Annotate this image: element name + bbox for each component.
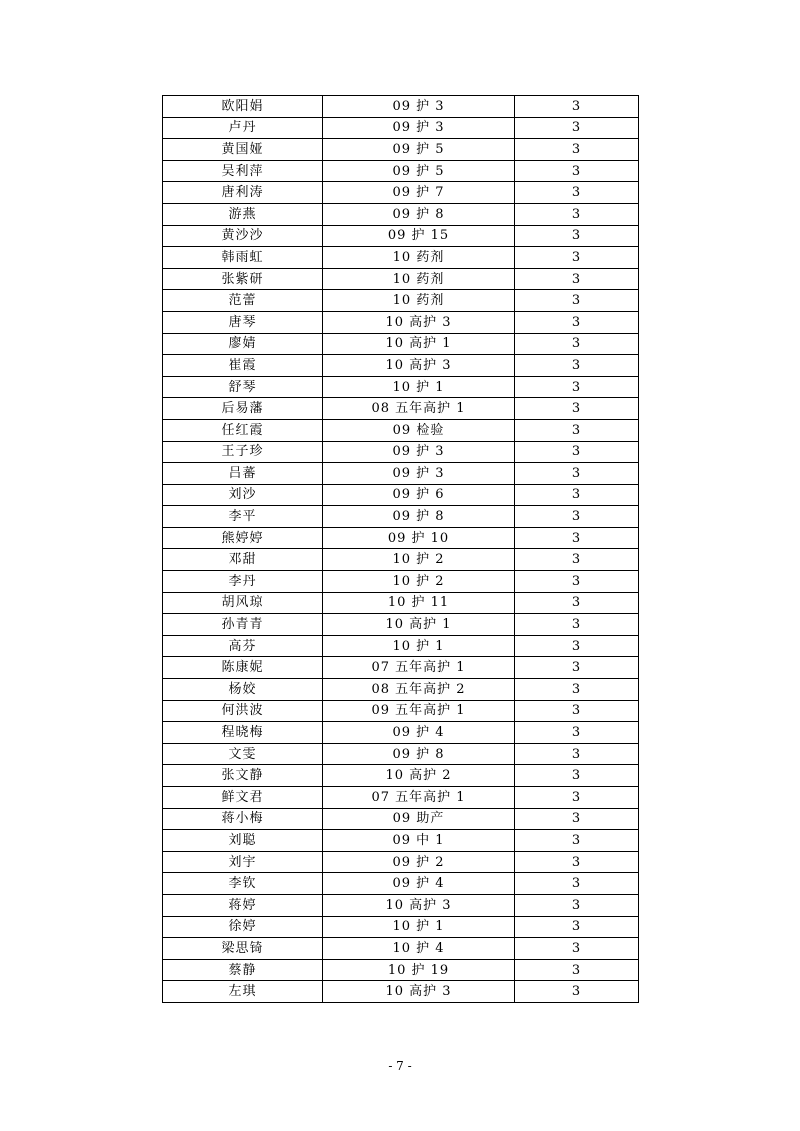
student-name-cell: 刘沙 bbox=[163, 484, 323, 506]
student-name-cell: 游燕 bbox=[163, 203, 323, 225]
student-name-cell: 梁思锜 bbox=[163, 938, 323, 960]
table-row bbox=[163, 376, 639, 398]
table-row bbox=[163, 398, 639, 420]
score-cell: 3 bbox=[515, 419, 639, 441]
score-cell: 3 bbox=[515, 894, 639, 916]
table-row bbox=[163, 463, 639, 485]
class-name-cell: 07 五年高护 1 bbox=[323, 657, 515, 679]
table-row bbox=[163, 592, 639, 614]
table-row bbox=[163, 808, 639, 830]
table-row bbox=[163, 160, 639, 182]
student-name-cell: 舒琴 bbox=[163, 376, 323, 398]
table-row bbox=[163, 916, 639, 938]
table-row bbox=[163, 938, 639, 960]
table-row bbox=[163, 484, 639, 506]
student-name-cell: 熊婷婷 bbox=[163, 527, 323, 549]
class-name-cell: 10 高护 1 bbox=[323, 333, 515, 355]
table-row bbox=[163, 117, 639, 139]
student-name-cell: 左琪 bbox=[163, 981, 323, 1003]
score-cell: 3 bbox=[515, 873, 639, 895]
table-row bbox=[163, 571, 639, 593]
table-row bbox=[163, 268, 639, 290]
class-name-cell: 09 护 3 bbox=[323, 96, 515, 118]
student-name-cell: 张文静 bbox=[163, 765, 323, 787]
score-cell: 3 bbox=[515, 160, 639, 182]
class-name-cell: 09 助产 bbox=[323, 808, 515, 830]
class-name-cell: 09 护 4 bbox=[323, 722, 515, 744]
student-name-cell: 刘聪 bbox=[163, 830, 323, 852]
student-name-cell: 欧阳娟 bbox=[163, 96, 323, 118]
class-name-cell: 10 护 1 bbox=[323, 376, 515, 398]
score-cell: 3 bbox=[515, 463, 639, 485]
score-cell: 3 bbox=[515, 484, 639, 506]
score-cell: 3 bbox=[515, 614, 639, 636]
table-row bbox=[163, 787, 639, 809]
class-name-cell: 10 药剂 bbox=[323, 290, 515, 312]
score-cell: 3 bbox=[515, 700, 639, 722]
class-name-cell: 09 护 2 bbox=[323, 851, 515, 873]
table-row bbox=[163, 441, 639, 463]
table-row bbox=[163, 311, 639, 333]
class-name-cell: 09 护 5 bbox=[323, 160, 515, 182]
student-name-cell: 黄国娅 bbox=[163, 139, 323, 161]
score-cell: 3 bbox=[515, 203, 639, 225]
table-row bbox=[163, 247, 639, 269]
table-row bbox=[163, 959, 639, 981]
table-row bbox=[163, 722, 639, 744]
table-row bbox=[163, 830, 639, 852]
score-cell: 3 bbox=[515, 182, 639, 204]
table-row bbox=[163, 894, 639, 916]
class-name-cell: 09 检验 bbox=[323, 419, 515, 441]
class-name-cell: 10 高护 2 bbox=[323, 765, 515, 787]
class-name-cell: 07 五年高护 1 bbox=[323, 787, 515, 809]
class-name-cell: 09 护 6 bbox=[323, 484, 515, 506]
class-name-cell: 10 护 11 bbox=[323, 592, 515, 614]
class-name-cell: 09 护 8 bbox=[323, 506, 515, 528]
student-name-cell: 廖婧 bbox=[163, 333, 323, 355]
score-cell: 3 bbox=[515, 851, 639, 873]
student-name-cell: 唐利涛 bbox=[163, 182, 323, 204]
table-row bbox=[163, 873, 639, 895]
student-name-cell: 后易藩 bbox=[163, 398, 323, 420]
class-name-cell: 09 护 10 bbox=[323, 527, 515, 549]
score-cell: 3 bbox=[515, 571, 639, 593]
score-cell: 3 bbox=[515, 635, 639, 657]
score-cell: 3 bbox=[515, 787, 639, 809]
student-name-cell: 徐婷 bbox=[163, 916, 323, 938]
score-cell: 3 bbox=[515, 722, 639, 744]
table-row bbox=[163, 765, 639, 787]
class-name-cell: 10 护 2 bbox=[323, 571, 515, 593]
table-row bbox=[163, 506, 639, 528]
student-name-cell: 何洪波 bbox=[163, 700, 323, 722]
score-cell: 3 bbox=[515, 311, 639, 333]
score-cell: 3 bbox=[515, 376, 639, 398]
class-name-cell: 10 高护 3 bbox=[323, 311, 515, 333]
table-row bbox=[163, 203, 639, 225]
class-name-cell: 10 护 19 bbox=[323, 959, 515, 981]
student-name-cell: 李丹 bbox=[163, 571, 323, 593]
student-name-cell: 蔡静 bbox=[163, 959, 323, 981]
class-name-cell: 09 护 3 bbox=[323, 117, 515, 139]
student-name-cell: 邓甜 bbox=[163, 549, 323, 571]
student-name-cell: 黄沙沙 bbox=[163, 225, 323, 247]
class-name-cell: 10 护 1 bbox=[323, 635, 515, 657]
class-name-cell: 10 高护 3 bbox=[323, 894, 515, 916]
class-name-cell: 10 护 1 bbox=[323, 916, 515, 938]
table-row bbox=[163, 333, 639, 355]
class-name-cell: 09 中 1 bbox=[323, 830, 515, 852]
class-name-cell: 09 护 5 bbox=[323, 139, 515, 161]
table-row bbox=[163, 355, 639, 377]
score-cell: 3 bbox=[515, 96, 639, 118]
score-cell: 3 bbox=[515, 549, 639, 571]
table-row bbox=[163, 96, 639, 118]
table-row bbox=[163, 679, 639, 701]
student-name-cell: 王子珍 bbox=[163, 441, 323, 463]
student-name-cell: 胡风琼 bbox=[163, 592, 323, 614]
table-row bbox=[163, 657, 639, 679]
class-name-cell: 10 护 2 bbox=[323, 549, 515, 571]
class-name-cell: 09 五年高护 1 bbox=[323, 700, 515, 722]
score-cell: 3 bbox=[515, 916, 639, 938]
class-name-cell: 09 护 3 bbox=[323, 441, 515, 463]
student-name-cell: 刘宇 bbox=[163, 851, 323, 873]
student-name-cell: 李钦 bbox=[163, 873, 323, 895]
score-cell: 3 bbox=[515, 830, 639, 852]
student-roster-table bbox=[162, 95, 639, 1003]
student-name-cell: 任红霞 bbox=[163, 419, 323, 441]
class-name-cell: 09 护 8 bbox=[323, 203, 515, 225]
table-row bbox=[163, 743, 639, 765]
class-name-cell: 10 高护 1 bbox=[323, 614, 515, 636]
score-cell: 3 bbox=[515, 657, 639, 679]
table-row bbox=[163, 549, 639, 571]
score-cell: 3 bbox=[515, 290, 639, 312]
score-cell: 3 bbox=[515, 117, 639, 139]
class-name-cell: 09 护 4 bbox=[323, 873, 515, 895]
student-name-cell: 吕蕃 bbox=[163, 463, 323, 485]
student-name-cell: 卢丹 bbox=[163, 117, 323, 139]
student-name-cell: 陈康妮 bbox=[163, 657, 323, 679]
score-cell: 3 bbox=[515, 679, 639, 701]
score-cell: 3 bbox=[515, 333, 639, 355]
page-number: - 7 - bbox=[388, 1059, 412, 1073]
score-cell: 3 bbox=[515, 225, 639, 247]
table-row bbox=[163, 182, 639, 204]
student-name-cell: 鲜文君 bbox=[163, 787, 323, 809]
score-cell: 3 bbox=[515, 355, 639, 377]
score-cell: 3 bbox=[515, 398, 639, 420]
table-row bbox=[163, 527, 639, 549]
class-name-cell: 08 五年高护 2 bbox=[323, 679, 515, 701]
score-cell: 3 bbox=[515, 808, 639, 830]
student-name-cell: 孙青青 bbox=[163, 614, 323, 636]
student-name-cell: 文雯 bbox=[163, 743, 323, 765]
class-name-cell: 08 五年高护 1 bbox=[323, 398, 515, 420]
student-name-cell: 唐琴 bbox=[163, 311, 323, 333]
student-name-cell: 张紫研 bbox=[163, 268, 323, 290]
class-name-cell: 09 护 8 bbox=[323, 743, 515, 765]
class-name-cell: 10 高护 3 bbox=[323, 981, 515, 1003]
student-name-cell: 范蕾 bbox=[163, 290, 323, 312]
roster-table-body bbox=[163, 96, 639, 1003]
table-row bbox=[163, 139, 639, 161]
student-name-cell: 高芬 bbox=[163, 635, 323, 657]
score-cell: 3 bbox=[515, 743, 639, 765]
score-cell: 3 bbox=[515, 247, 639, 269]
score-cell: 3 bbox=[515, 506, 639, 528]
student-name-cell: 崔霞 bbox=[163, 355, 323, 377]
score-cell: 3 bbox=[515, 981, 639, 1003]
score-cell: 3 bbox=[515, 441, 639, 463]
class-name-cell: 10 护 4 bbox=[323, 938, 515, 960]
class-name-cell: 09 护 7 bbox=[323, 182, 515, 204]
score-cell: 3 bbox=[515, 765, 639, 787]
table-row bbox=[163, 851, 639, 873]
table-row bbox=[163, 700, 639, 722]
student-name-cell: 杨姣 bbox=[163, 679, 323, 701]
student-name-cell: 韩雨虹 bbox=[163, 247, 323, 269]
score-cell: 3 bbox=[515, 592, 639, 614]
table-row bbox=[163, 290, 639, 312]
class-name-cell: 09 护 15 bbox=[323, 225, 515, 247]
score-cell: 3 bbox=[515, 139, 639, 161]
table-row bbox=[163, 614, 639, 636]
class-name-cell: 10 高护 3 bbox=[323, 355, 515, 377]
table-row bbox=[163, 419, 639, 441]
student-name-cell: 程晓梅 bbox=[163, 722, 323, 744]
student-name-cell: 蒋婷 bbox=[163, 894, 323, 916]
student-name-cell: 蒋小梅 bbox=[163, 808, 323, 830]
score-cell: 3 bbox=[515, 959, 639, 981]
class-name-cell: 10 药剂 bbox=[323, 268, 515, 290]
table-row bbox=[163, 635, 639, 657]
class-name-cell: 09 护 3 bbox=[323, 463, 515, 485]
score-cell: 3 bbox=[515, 527, 639, 549]
table-row bbox=[163, 225, 639, 247]
class-name-cell: 10 药剂 bbox=[323, 247, 515, 269]
student-name-cell: 吴利萍 bbox=[163, 160, 323, 182]
student-name-cell: 李平 bbox=[163, 506, 323, 528]
score-cell: 3 bbox=[515, 268, 639, 290]
score-cell: 3 bbox=[515, 938, 639, 960]
table-row bbox=[163, 981, 639, 1003]
